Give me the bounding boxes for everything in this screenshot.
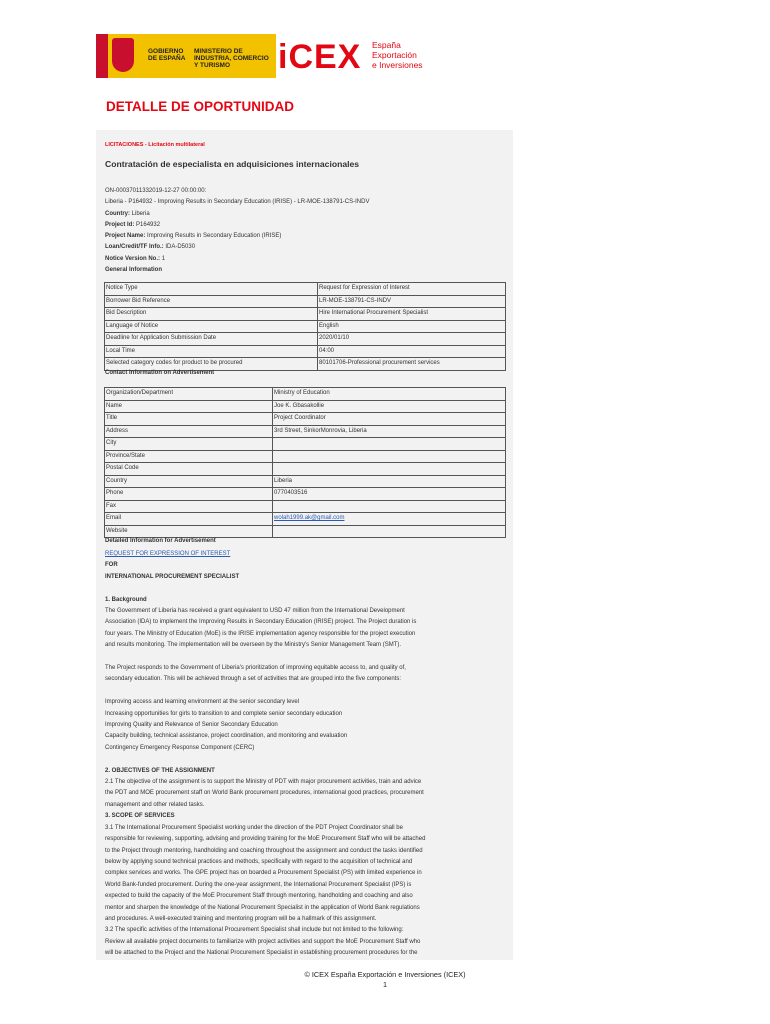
table-cell: 80101706-Professional procurement services <box>318 358 506 371</box>
meta-block <box>105 186 369 276</box>
table-row <box>105 283 506 296</box>
paragraph-line: expected to build the capacity of the MoE Procurement Staff through mentoring, handholding and coaching and also <box>105 893 413 900</box>
table-cell: City <box>105 438 273 451</box>
component-item: Capacity building, technical assistance, project coordination, and monitoring and evaluation <box>105 733 348 740</box>
table-cell: Website <box>105 525 273 538</box>
table-cell <box>273 450 506 463</box>
project-id-value: P164932 <box>136 221 161 228</box>
paragraph-line: mentor and sharpen the knowledge of the National Procurement Specialist in the application of World Bank regulations <box>105 904 420 911</box>
email-cell <box>273 513 506 526</box>
paragraph-line: 3.1 The International Procurement Specialist working under the direction of the PDT Project Coordinator shall be <box>105 824 403 831</box>
table-cell: Organization/Department <box>105 388 273 401</box>
component-item: Increasing opportunities for girls to transition to and complete senior secondary education <box>105 710 343 717</box>
table-cell: Country <box>105 475 273 488</box>
general-info-heading <box>105 265 369 276</box>
table-cell: Hire International Procurement Specialist <box>318 308 506 321</box>
icex-tagline <box>372 40 423 70</box>
table-row <box>105 308 506 321</box>
paragraph-line: and procedures. A well-executed training and mentoring program will be a hallmark of this assignment. <box>105 915 377 922</box>
table-cell: 04:00 <box>318 345 506 358</box>
notice-version-value: 1 <box>161 255 166 262</box>
table-row <box>105 500 506 513</box>
paragraph-line: 2.1 The objective of the assignment is to support the Ministry of PDT with major procurement activities, train and advice <box>105 779 422 786</box>
table-row <box>105 425 506 438</box>
table-cell: Address <box>105 425 273 438</box>
icex-tagline-3: e Inversiones <box>372 60 423 70</box>
country-value: Liberia <box>131 210 150 217</box>
table-cell: Borrower Bid Reference <box>105 295 318 308</box>
coat-of-arms-icon <box>112 38 134 72</box>
contact-heading: Contact Information on Advertisement <box>105 370 215 376</box>
table-cell <box>273 500 506 513</box>
paragraph-line: to the Project through mentoring, handholding and coaching throughout the assignment and conduct the tasks identified <box>105 847 423 854</box>
page-title: DETALLE DE OPORTUNIDAD <box>106 99 294 114</box>
table-cell: Request for Expression of Interest <box>318 283 506 296</box>
flag-bar <box>96 34 108 78</box>
icex-tagline-2: Exportación <box>372 50 417 60</box>
table-cell: Liberia <box>273 475 506 488</box>
scope-heading: 3. SCOPE OF SERVICES <box>105 813 175 820</box>
notice-version-label: Notice Version No.: <box>105 255 161 262</box>
table-cell: 0770403516 <box>273 488 506 501</box>
table-row <box>105 400 506 413</box>
country-label: Country: <box>105 210 130 217</box>
paragraph-line: 3.2 The specific activities of the International Procurement Specialist shall include but not limited to the following: <box>105 927 404 934</box>
table-cell: LR-MOE-138791-CS-INDV <box>318 295 506 308</box>
table-row <box>105 463 506 476</box>
project-name-value: Improving Results in Secondary Education (IRISE) <box>147 233 282 240</box>
table-cell <box>273 525 506 538</box>
loan-label: Loan/Credit/TF Info.: <box>105 244 164 251</box>
table-row <box>105 413 506 426</box>
table-row <box>105 345 506 358</box>
table-cell <box>273 438 506 451</box>
table-row <box>105 513 506 526</box>
component-item: Improving access and learning environment at the senior secondary level <box>105 699 300 706</box>
paragraph-line: four years. The Ministry of Education (MoE) is the IRISE implementation agency responsible for the project execution <box>105 630 416 637</box>
component-item: Contingency Emergency Response Component (CERC) <box>105 744 255 751</box>
table-row <box>105 525 506 538</box>
reoi-link[interactable]: REQUEST FOR EXPRESSION OF INTEREST <box>105 551 231 557</box>
loan-line <box>105 242 369 253</box>
table-row <box>105 388 506 401</box>
notice-version-line <box>105 254 369 265</box>
table-cell: Deadline for Application Submission Date <box>105 333 318 346</box>
objectives-heading: 2. OBJECTIVES OF THE ASSIGNMENT <box>105 767 215 774</box>
desc-line: Liberia - P164932 - Improving Results in Secondary Education (IRISE) - LR-MOE-138791-CS-INDV <box>105 199 370 206</box>
component-item: Improving Quality and Relevance of Senior Secondary Education <box>105 722 278 729</box>
detailed-info-heading: Detailed Information for Advertisement <box>105 538 216 544</box>
paragraph-line: secondary education. This will be achieved through a set of activities that are grouped into the five components: <box>105 676 402 683</box>
table-cell: Joe K. Gbasakollie <box>273 400 506 413</box>
paragraph-line: Association (IDA) to implement the Improving Results in Secondary Education (IRISE) project. The Project duration is <box>105 619 417 626</box>
project-id-label: Project Id: <box>105 221 135 228</box>
paragraph-line: the PDT and MOE procurement staff on World Bank procurement procedures, international good practices, procurement <box>105 790 424 797</box>
table-cell: Postal Code <box>105 463 273 476</box>
loan-value: IDA-D5030 <box>165 244 196 251</box>
gobierno-espana-logo <box>96 34 276 78</box>
table-cell: Selected category codes for product to be procured <box>105 358 318 371</box>
opportunity-title: Contratación de especialista en adquisiciones internacionales <box>105 159 360 169</box>
general-info-table <box>104 282 506 371</box>
paragraph-line: will be attached to the Project and the National Procurement Specialist in establishing procurement procedures for the <box>105 950 418 957</box>
icex-tagline-1: España <box>372 40 401 50</box>
table-row <box>105 450 506 463</box>
table-cell: Ministry of Education <box>273 388 506 401</box>
table-cell: Bid Description <box>105 308 318 321</box>
ips-title: INTERNATIONAL PROCUREMENT SPECIALIST <box>105 573 240 580</box>
table-row <box>105 358 506 371</box>
general-info-text: General Information <box>105 267 163 274</box>
paragraph-line: The Project responds to the Government of Liberia's prioritization of improving equitable access to, and quality of, <box>105 665 406 672</box>
breadcrumb[interactable]: LICITACIONES - Licitación multilateral <box>105 142 205 148</box>
table-cell: Email <box>105 513 273 526</box>
table-cell: Name <box>105 400 273 413</box>
paragraph-line: The Government of Liberia has received a grant equivalent to USD 47 million from the International Development <box>105 608 405 615</box>
table-row <box>105 320 506 333</box>
icex-logo: iCEX <box>278 38 362 76</box>
page-number: 1 <box>382 980 388 989</box>
paragraph-line: World Bank-funded procurement. During the one-year assignment, the International Procurement Specialist (IPS) is <box>105 881 412 888</box>
table-cell: Title <box>105 413 273 426</box>
table-row <box>105 295 506 308</box>
for-text: FOR <box>105 562 118 569</box>
table-cell <box>273 463 506 476</box>
table-cell: English <box>318 320 506 333</box>
table-cell: Notice Type <box>105 283 318 296</box>
gov-line1: GOBIERNO DE ESPAÑA <box>148 48 186 62</box>
contact-table <box>104 387 506 538</box>
table-cell: Fax <box>105 500 273 513</box>
table-cell: 2020/01/10 <box>318 333 506 346</box>
project-name-label: Project Name: <box>105 233 146 240</box>
background-heading: 1. Background <box>105 596 147 603</box>
table-cell: Project Coordinator <box>273 413 506 426</box>
paragraph-line: responsible for reviewing, supporting, advising and providing training for the MoE Procurement Staff who will be attached <box>105 836 426 843</box>
table-cell: 3rd Street, SinkorMonrovia, Liberia <box>273 425 506 438</box>
paragraph-line: and results monitoring. The implementation will be overseen by the Ministry's Senior Management Team (SMT). <box>105 642 402 649</box>
id-line: ON-00037011332019-12-27 00:00:00: <box>105 188 207 194</box>
header-logos <box>96 30 436 80</box>
table-row <box>105 438 506 451</box>
announcement-body <box>105 549 505 960</box>
paragraph-line: complex services and works. The GPE project has on boarded a Procurement Specialist (PS) with limited experience in <box>105 870 422 877</box>
project-name-line <box>105 231 369 242</box>
table-cell: Phone <box>105 488 273 501</box>
gov-line2: MINISTERIO DE INDUSTRIA, COMERCIO Y TURISMO <box>194 48 269 69</box>
table-row <box>105 488 506 501</box>
paragraph-line: management and other related tasks. <box>105 801 205 808</box>
table-cell: Local Time <box>105 345 318 358</box>
table-cell: Language of Notice <box>105 320 318 333</box>
table-cell: Province/State <box>105 450 273 463</box>
paragraph-line: below by applying sound technical practices and methods, specifically with regard to the acquisition of technical and <box>105 858 413 865</box>
email-link[interactable]: wolah1999.ak@gmail.com <box>274 515 345 521</box>
country-line <box>105 209 369 220</box>
page-footer <box>0 970 770 990</box>
table-row <box>105 333 506 346</box>
copyright-text: © ICEX España Exportación e Inversiones (ICEX) <box>304 970 466 979</box>
project-id-line <box>105 220 369 231</box>
paragraph-line: Review all available project documents to familiarize with project activities and support the MoE Procurement Staff who <box>105 938 421 945</box>
table-row <box>105 475 506 488</box>
